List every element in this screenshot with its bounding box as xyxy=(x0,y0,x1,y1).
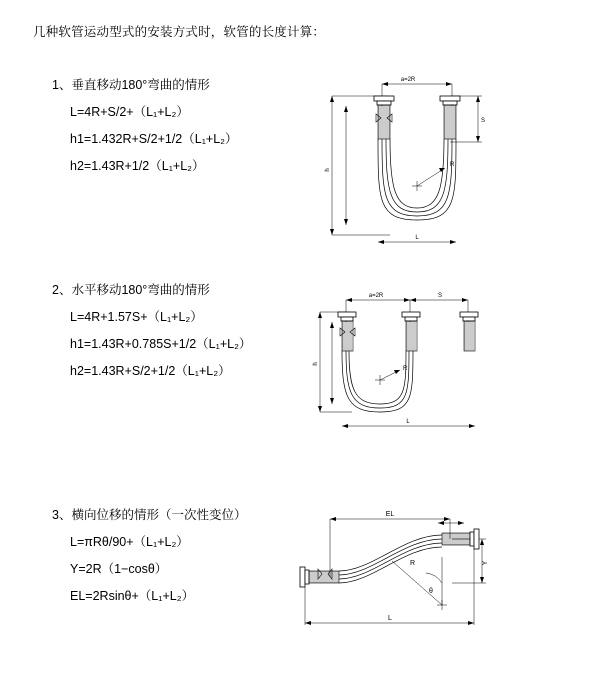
section-1-formula-2: h1=1.432R+S/2+1/2（L₁+L₂） xyxy=(70,132,238,146)
section-2-heading: 2、水平移动180°弯曲的情形 xyxy=(52,283,210,297)
figure-vertical-180 xyxy=(300,70,495,260)
figure-2-top-dim-2: S xyxy=(437,293,443,299)
figure-1-right-dim: S xyxy=(480,118,486,124)
figure-1-top-dim: a=2R xyxy=(400,77,416,83)
figure-3-side-dim: Y xyxy=(482,560,489,566)
section-2-formula-3: h2=1.43R+S/2+1/2（L₁+L₂） xyxy=(70,364,231,378)
section-2-formula-1: L=4R+1.57S+（L₁+L₂） xyxy=(70,310,203,324)
figure-1-bottom-dim: L xyxy=(415,235,419,241)
section-1-formula-3: h2=1.43R+1/2（L₁+L₂） xyxy=(70,159,205,173)
figure-3-top-dim: EL xyxy=(385,511,395,518)
section-3-heading: 3、横向位移的情形（一次性变位） xyxy=(52,508,247,522)
section-3-text xyxy=(52,505,302,613)
figure-3-bottom-dim: L xyxy=(388,615,392,622)
figure-1-radius: R xyxy=(450,162,455,168)
figure-2-top-dim: a=2R xyxy=(368,293,384,299)
section-1-formula-1: L=4R+S/2+（L₁+L₂） xyxy=(70,105,189,119)
section-2-formula-2: h1=1.43R+0.785S+1/2（L₁+L₂） xyxy=(70,337,252,351)
section-1-text xyxy=(52,75,302,183)
page-title: 几种软管运动型式的安装方式时，软管的长度计算： xyxy=(33,25,326,39)
figure-3-angle: θ xyxy=(429,588,433,595)
section-2-text xyxy=(52,280,302,388)
figure-2-bottom-dim: L xyxy=(406,419,410,425)
section-1-heading: 1、垂直移动180°弯曲的情形 xyxy=(52,78,210,92)
section-3-formula-1: L=πRθ/90+（L₁+L₂） xyxy=(70,535,189,549)
figure-3-radius: R xyxy=(410,560,416,567)
figure-lateral-offset xyxy=(292,505,502,635)
figure-1-side-dim: h xyxy=(325,168,331,172)
section-3-formula-2: Y=2R（1−cosθ） xyxy=(70,562,168,576)
figure-horizontal-180 xyxy=(300,280,500,440)
figure-2-side-dim: h xyxy=(313,362,319,366)
figure-2-radius: R xyxy=(403,366,408,372)
section-3-formula-3: EL=2Rsinθ+（L₁+L₂） xyxy=(70,589,195,603)
